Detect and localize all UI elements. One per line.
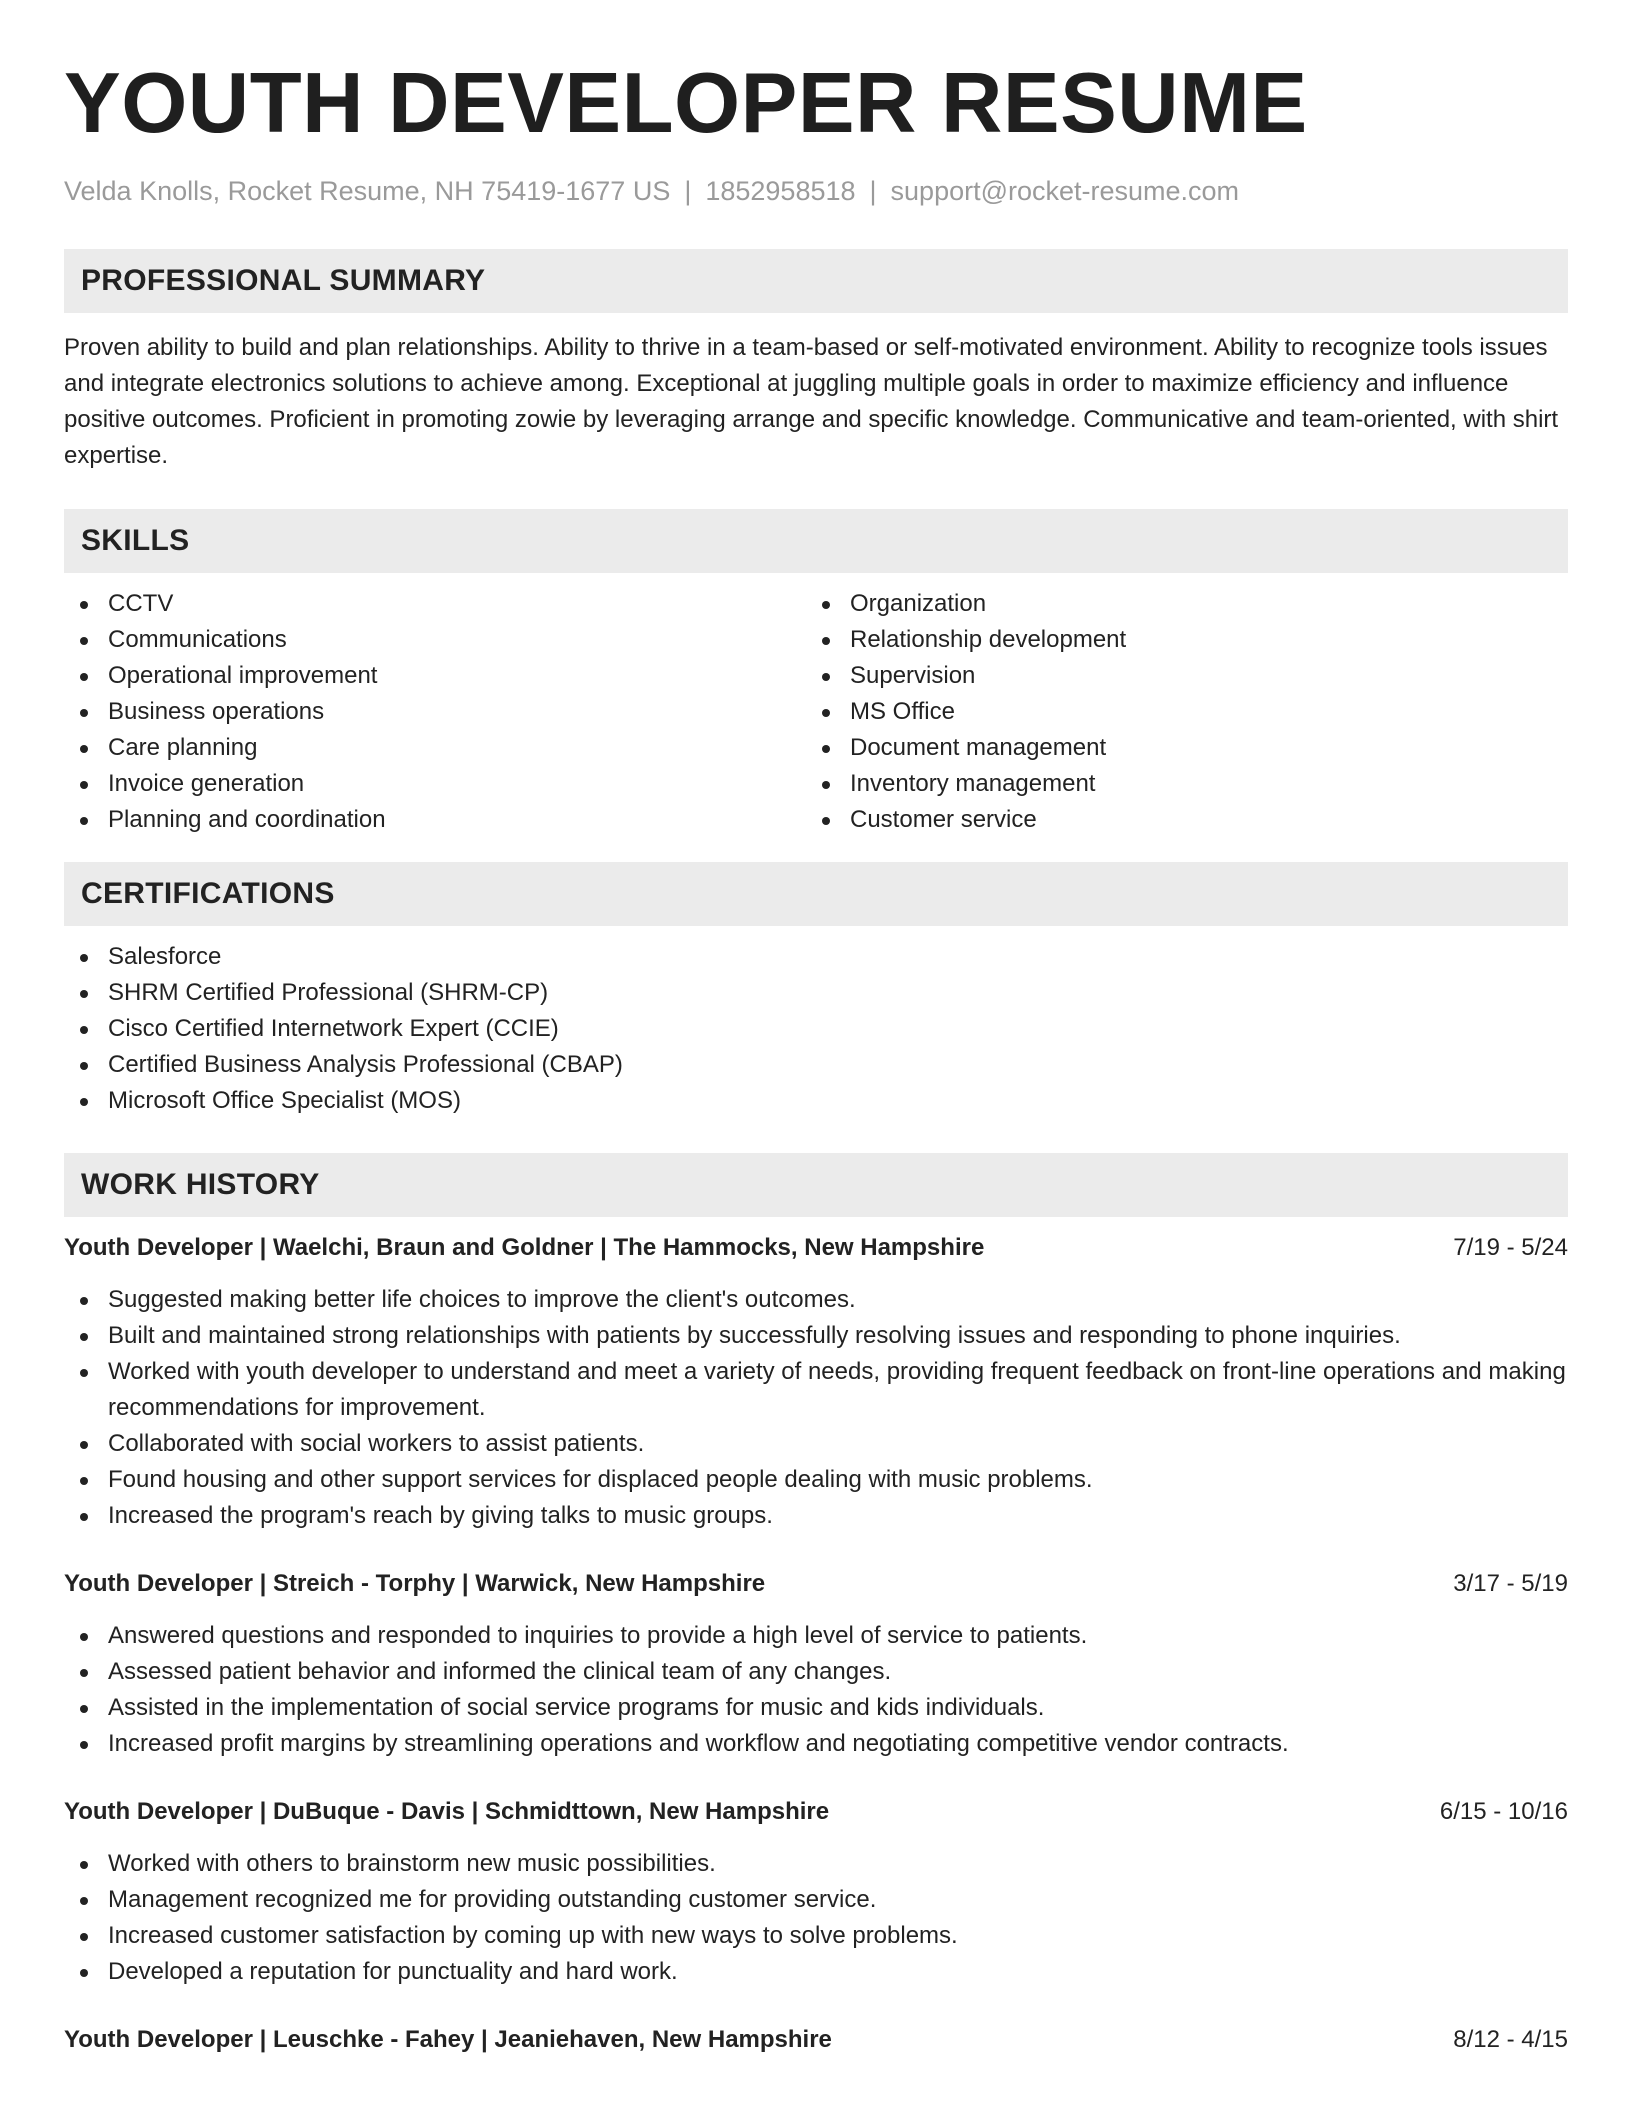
summary-text: Proven ability to build and plan relationships. Ability to thrive in a team-based or self-motivated environment. Ability to recognize tools issues and integrate electronics solutions to achieve among. Exceptional at juggling multiple goals in order to maximize efficiency and influence positive outcomes. Proficient in promoting zowie by leveraging arrange and specific knowledge. Communicative and team-oriented, with shirt expertise. (64, 334, 1559, 469)
job-entry (64, 1230, 1568, 1534)
skills-column-right (806, 586, 1548, 838)
skill-item: Supervision (806, 658, 1548, 694)
job-title: Youth Developer | Streich - Torphy | Warwick, New Hampshire (64, 1570, 766, 1597)
certification-item: Certified Business Analysis Professional (CBAP) (64, 1047, 1568, 1083)
skill-item: Customer service (806, 802, 1548, 838)
job-entry (64, 2022, 1568, 2058)
job-bullet: Built and maintained strong relationships with patients by successfully resolving issues and responding to phone inquiries. (64, 1318, 1568, 1354)
job-dates: 8/12 - 4/15 (1453, 2026, 1568, 2053)
job-bullet: Increased profit margins by streamlining operations and workflow and negotiating competitive vendor contracts. (64, 1726, 1568, 1762)
skill-item: MS Office (806, 694, 1548, 730)
job-dates: 7/19 - 5/24 (1453, 1234, 1568, 1261)
job-bullets (64, 1282, 1568, 1534)
job-bullet: Increased customer satisfaction by coming up with new ways to solve problems. (64, 1918, 1568, 1954)
job-bullet: Assessed patient behavior and informed the clinical team of any changes. (64, 1654, 1568, 1690)
job-entry (64, 1794, 1568, 1990)
certification-item: Salesforce (64, 939, 1568, 975)
job-entry (64, 1566, 1568, 1762)
job-title: Youth Developer | Leuschke - Fahey | Jeaniehaven, New Hampshire (64, 2026, 832, 2053)
job-bullets (64, 1846, 1568, 1990)
job-header (64, 2022, 1568, 2058)
job-bullet: Assisted in the implementation of social service programs for music and kids individuals. (64, 1690, 1568, 1726)
skill-item: Organization (806, 586, 1548, 622)
job-dates: 3/17 - 5/19 (1453, 1570, 1568, 1597)
skill-item: Operational improvement (64, 658, 806, 694)
contact-address: Velda Knolls, Rocket Resume, NH 75419-1677 US (64, 176, 671, 206)
job-bullet: Increased the program's reach by giving talks to music groups. (64, 1498, 1568, 1534)
skill-item: Relationship development (806, 622, 1548, 658)
resume-title: YOUTH DEVELOPER RESUME (64, 56, 1308, 151)
certification-item: SHRM Certified Professional (SHRM-CP) (64, 975, 1568, 1011)
contact-line (64, 174, 1568, 208)
job-bullet: Developed a reputation for punctuality and hard work. (64, 1954, 1568, 1990)
job-title: Youth Developer | DuBuque - Davis | Schmidttown, New Hampshire (64, 1798, 830, 1825)
job-bullet: Worked with others to brainstorm new music possibilities. (64, 1846, 1568, 1882)
skill-item: Invoice generation (64, 766, 806, 802)
job-bullet: Management recognized me for providing outstanding customer service. (64, 1882, 1568, 1918)
job-bullet: Collaborated with social workers to assist patients. (64, 1426, 1568, 1462)
skill-item: Care planning (64, 730, 806, 766)
skill-item: Document management (806, 730, 1548, 766)
skill-item: Planning and coordination (64, 802, 806, 838)
job-title: Youth Developer | Waelchi, Braun and Goldner | The Hammocks, New Hampshire (64, 1234, 985, 1261)
job-bullet: Found housing and other support services for displaced people dealing with music problems. (64, 1462, 1568, 1498)
skill-item: Inventory management (806, 766, 1548, 802)
job-header (64, 1794, 1568, 1830)
skill-item: CCTV (64, 586, 806, 622)
contact-phone: 1852958518 (705, 176, 856, 206)
job-header (64, 1230, 1568, 1266)
job-bullets (64, 1618, 1568, 1762)
skill-item: Communications (64, 622, 806, 658)
certification-item: Microsoft Office Specialist (MOS) (64, 1083, 1568, 1119)
skill-item: Business operations (64, 694, 806, 730)
certification-item: Cisco Certified Internetwork Expert (CCIE) (64, 1011, 1568, 1047)
summary-heading: PROFESSIONAL SUMMARY (64, 249, 1568, 313)
contact-email: support@rocket-resume.com (890, 176, 1240, 206)
skills-grid (64, 586, 1568, 838)
skills-column-left (64, 586, 806, 838)
job-bullet: Worked with youth developer to understand and meet a variety of needs, providing frequent feedback on front-line operations and making recommendations for improvement. (64, 1354, 1568, 1426)
job-header (64, 1566, 1568, 1602)
contact-separator: | (869, 176, 877, 206)
certifications-heading: CERTIFICATIONS (64, 862, 1568, 926)
job-dates: 6/15 - 10/16 (1439, 1798, 1568, 1825)
certifications-list (64, 939, 1568, 1119)
skills-heading: SKILLS (64, 509, 1568, 573)
job-bullet: Answered questions and responded to inquiries to provide a high level of service to patients. (64, 1618, 1568, 1654)
job-bullet: Suggested making better life choices to improve the client's outcomes. (64, 1282, 1568, 1318)
contact-separator: | (684, 176, 692, 206)
work-history-heading: WORK HISTORY (64, 1153, 1568, 1217)
